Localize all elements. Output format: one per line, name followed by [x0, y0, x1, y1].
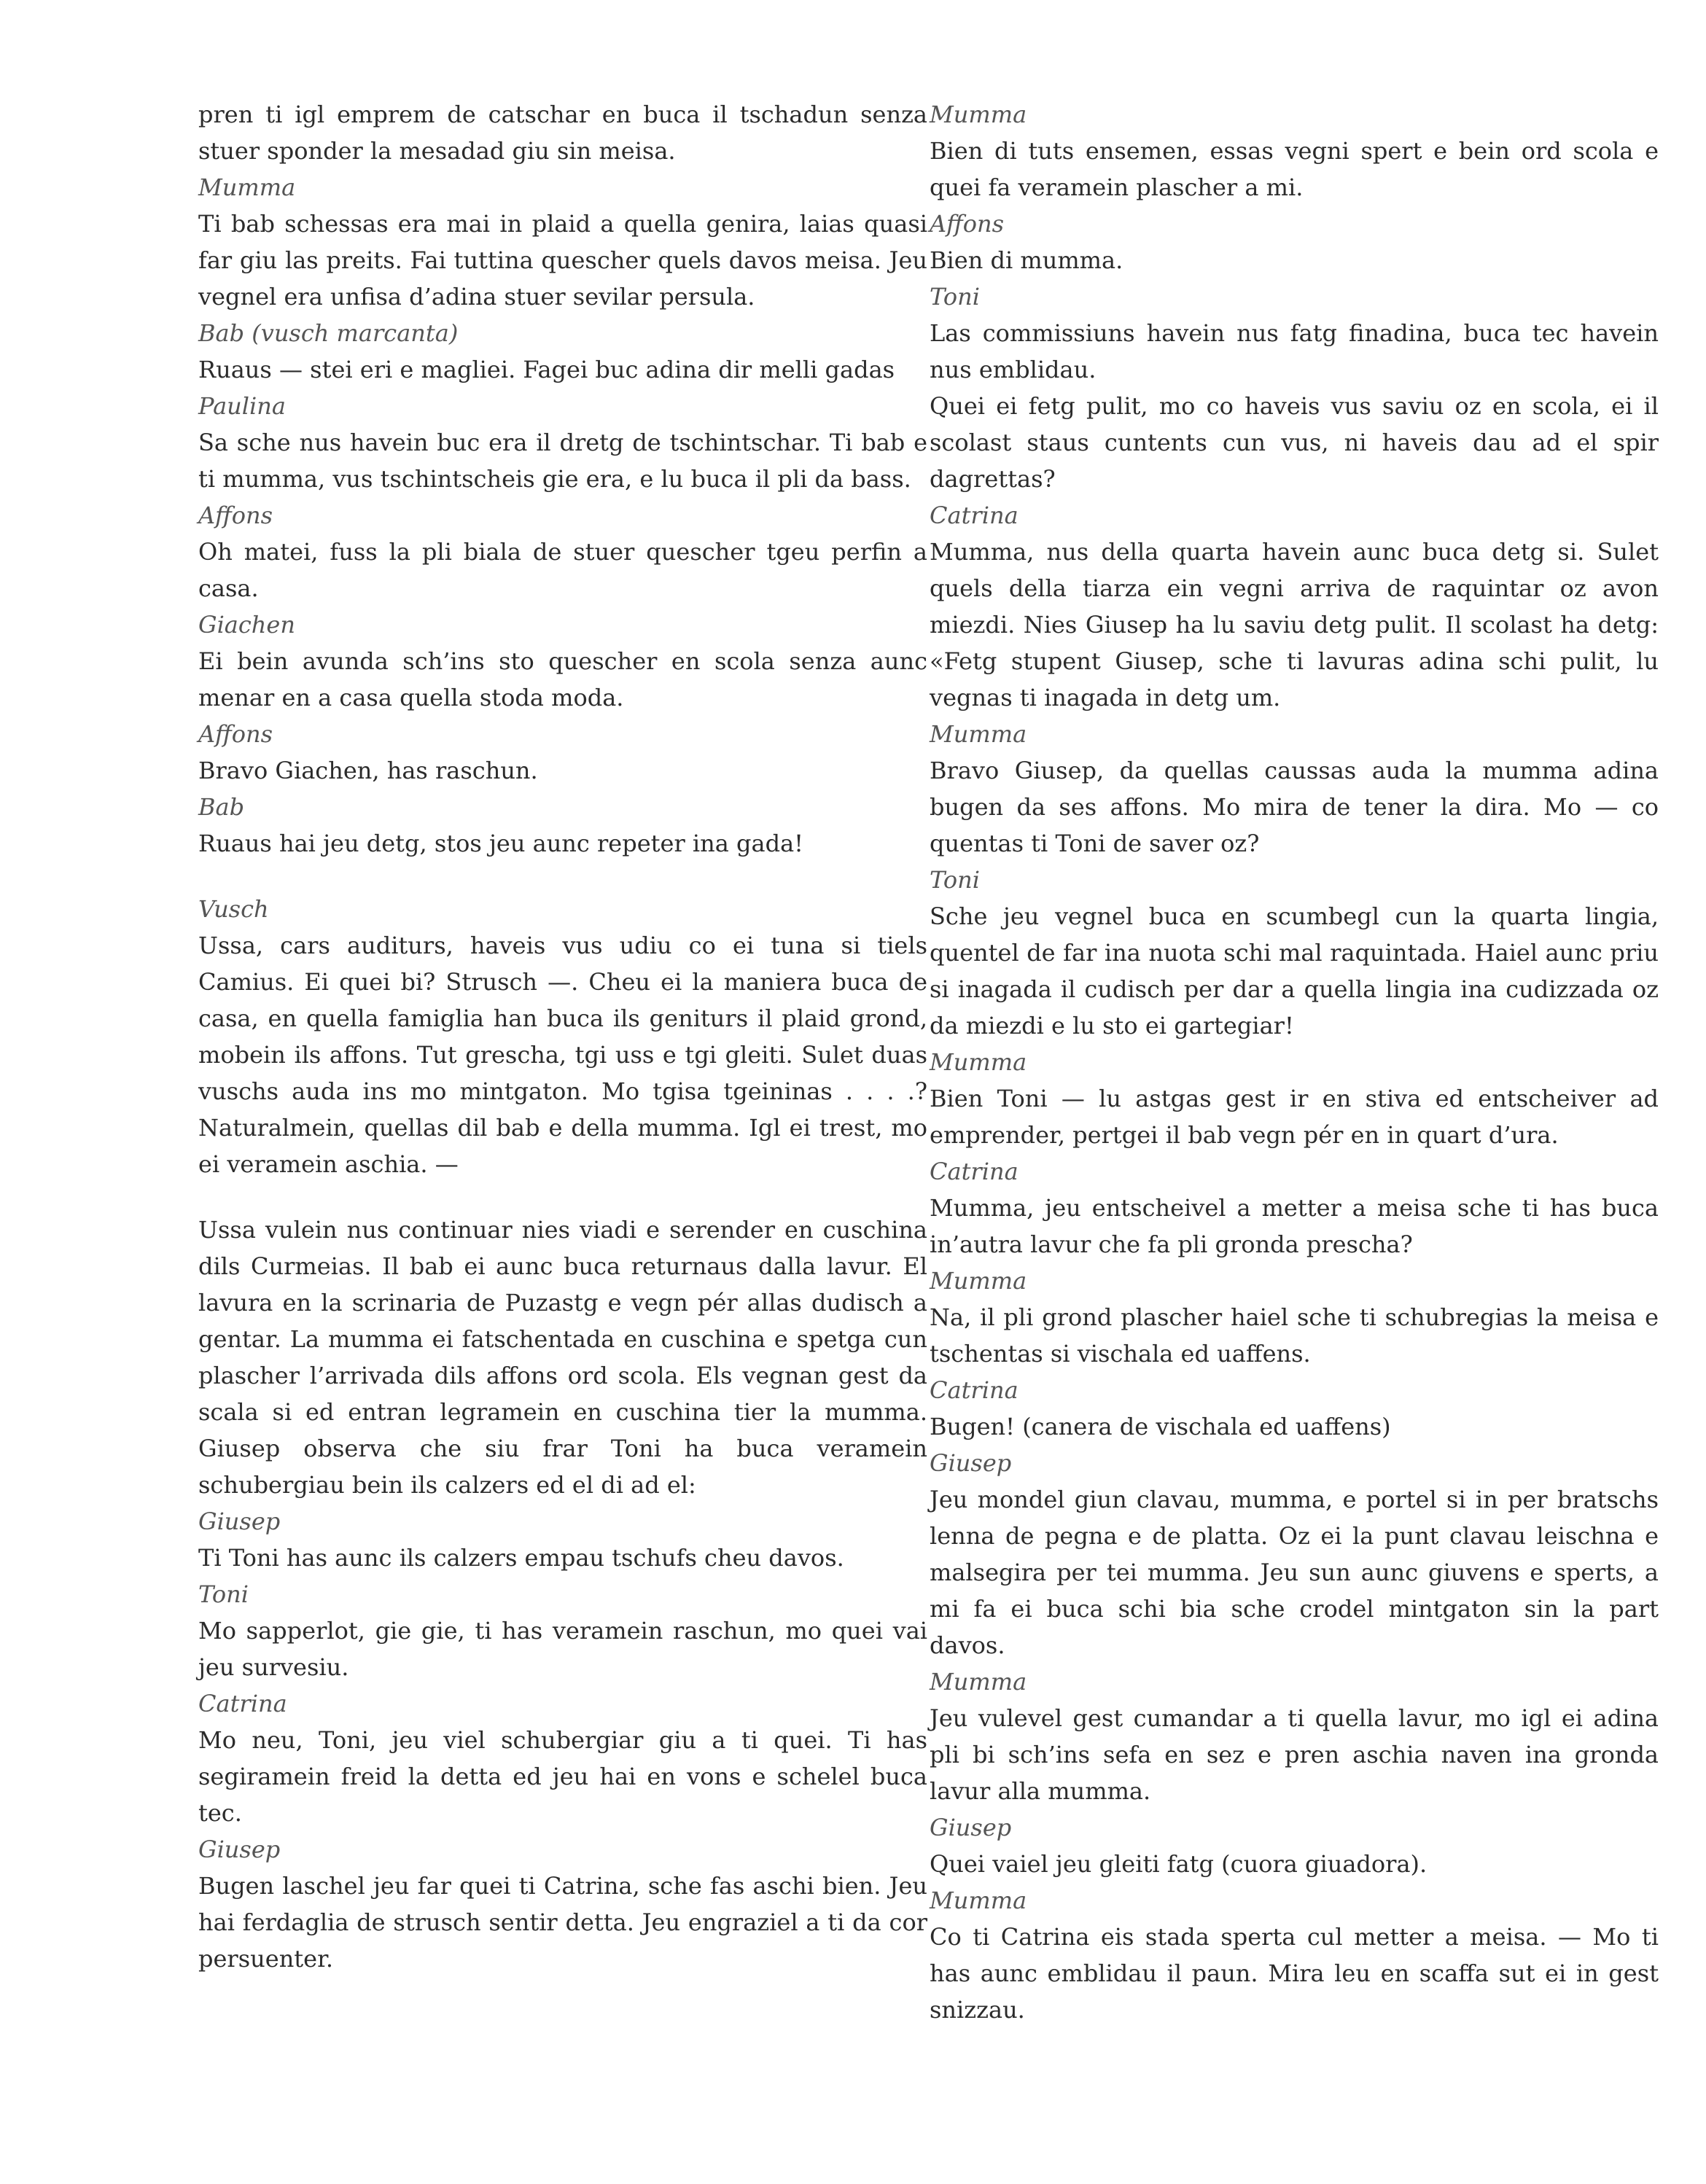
- dialogue-text: Mo neu, Toni, jeu viel schubergiar giu a ti quei. Ti has segiramein freid la detta ed jeu hai en vons e schelel buca tec.: [198, 1726, 927, 1827]
- speaker-name: Mumma: [930, 1668, 1027, 1696]
- speaker-name: Bab (vusch marcanta): [198, 319, 459, 347]
- dialogue-text: Bravo Giusep, da quellas caussas auda la mumma adina bugen da ses affons. Mo mira de tener la dira. Mo — co quentas ti Toni de saver oz?: [930, 757, 1659, 857]
- dialogue-text: Bugen! (canera de vischala ed uaffens): [930, 1413, 1391, 1440]
- dialogue-text: Co ti Catrina eis stada sperta cul metter a meisa. — Mo ti has aunc emblidau il paun. Mira leu en scaffa sut ei in gest snizzau.: [930, 1923, 1659, 2024]
- speaker-name: Giusep: [198, 1508, 281, 1535]
- speaker-name: Mumma: [198, 173, 296, 201]
- speaker-name: Vusch: [198, 895, 269, 923]
- speaker-name: Affons: [198, 502, 273, 529]
- dialogue-text: Quei ei fetg pulit, mo co haveis vus saviu oz en scola, ei il scolast staus cuntents cun vus, ni haveis dau ad el spir dagrettas?: [930, 392, 1659, 493]
- dialogue-text: Bravo Giachen, has raschun.: [198, 757, 538, 784]
- dialogue-text: Bien di tuts ensemen, essas vegni spert e bein ord scola e quei fa veramein plascher a mi.: [930, 137, 1659, 201]
- dialogue-text: Mumma, jeu entscheivel a metter a meisa sche ti has buca in’autra lavur che fa pli gronda prescha?: [930, 1194, 1659, 1258]
- dialogue-text: Jeu mondel giun clavau, mumma, e portel si in per bratschs lenna de pegna e de platta. Oz ei la punt clavau leischna e malsegira per tei mumma. Jeu sun aunc giuvens e sperts, a mi fa ei buca schi bia sche crodel mintgaton sin la part davos.: [930, 1486, 1659, 1659]
- dialogue-text: pren ti igl emprem de catschar en buca il tschadun senza stuer sponder la mesadad giu sin meisa.: [198, 101, 927, 165]
- dialogue-text: Ruaus hai jeu detg, stos jeu aunc repeter ina gada!: [198, 830, 803, 857]
- dialogue-text: Na, il pli grond plascher haiel sche ti schubregias la meisa e tschentas si vischala ed uaffens.: [930, 1303, 1659, 1368]
- speaker-name: Giusep: [930, 1449, 1012, 1477]
- speaker-name: Toni: [198, 1580, 249, 1608]
- paragraph-gap: [198, 1182, 927, 1212]
- speaker-name: Mumma: [930, 1267, 1027, 1295]
- dialogue-text: Ussa vulein nus continuar nies viadi e serender en cuschina dils Curmeias. Il bab ei aunc buca returnaus dalla lavur. El lavura en la scrinaria de Puzastg e vegn pér allas dudisch a gentar. La mumma ei fatschentada en cuschina e spetga cun plascher l’arrivada dils affons ord scola. Els vegnan gest da scala si ed entran legramein en cuschina tier la mumma. Giusep observa che siu frar Toni ha buca veramein schubergiau bein ils calzers ed el di ad el:: [198, 1216, 927, 1499]
- right-column: [930, 96, 1659, 2028]
- dialogue-text: Jeu vulevel gest cumandar a ti quella lavur, mo igl ei adina pli bi sch’ins sefa en sez e pren aschia naven ina gronda lavur alla mumma.: [930, 1704, 1659, 1805]
- dialogue-text: Bugen laschel jeu far quei ti Catrina, sche fas aschi bien. Jeu hai ferdaglia de strusch sentir detta. Jeu engraziel a ti da cor persuenter.: [198, 1872, 927, 1973]
- dialogue-text: Mumma, nus della quarta havein aunc buca detg si. Sulet quels della tiarza ein vegni arriva de raquintar oz avon miezdi. Nies Giusep ha lu saviu detg pulit. Il scolast ha detg: «Fetg stupent Giusep, sche ti lavuras adina schi pulit, lu vegnas ti inagada in detg um.: [930, 538, 1659, 711]
- dialogue-text: Ussa, cars auditurs, haveis vus udiu co ei tuna si tiels Camius. Ei quei bi? Strusch —. Cheu ei la maniera buca de casa, en quella famiglia han buca ils geniturs il plaid grond, mobein ils affons. Tut grescha, tgi uss e tgi gleiti. Sulet duas vuschs auda ins mo mintgaton. Mo tgisa tgeininas . . . .? Naturalmein, quellas dil bab e della mumma. Igl ei trest, mo ei veramein aschia. —: [198, 932, 927, 1178]
- speaker-name: Giachen: [198, 611, 295, 639]
- speaker-name: Mumma: [930, 101, 1027, 128]
- speaker-name: Catrina: [930, 1158, 1018, 1185]
- dialogue-text: Sa sche nus havein buc era il dretg de tschintschar. Ti bab e ti mumma, vus tschintscheis gie era, e lu buca il pli da bass.: [198, 429, 927, 493]
- dialogue-text: Oh matei, fuss la pli biala de stuer quescher tgeu perfin a casa.: [198, 538, 927, 602]
- dialogue-text: Ti bab schessas era mai in plaid a quella genira, laias quasi far giu las preits. Fai tuttina quescher quels davos meisa. Jeu vegnel era unfisa d’adina stuer sevilar persula.: [198, 210, 927, 311]
- speaker-name: Giusep: [930, 1814, 1012, 1841]
- speaker-name: Paulina: [198, 392, 286, 420]
- paragraph-gap: [198, 862, 927, 891]
- left-column: [198, 96, 927, 1977]
- speaker-name: Bab: [198, 793, 245, 821]
- dialogue-text: Mo sapperlot, gie gie, ti has veramein raschun, mo quei vai jeu survesiu.: [198, 1617, 927, 1681]
- dialogue-text: Sche jeu vegnel buca en scumbegl cun la quarta lingia, quentel de far ina nuota schi mal raquintada. Haiel aunc priu si inagada il cudisch per dar a quella lingia ina cudizzada oz da miezdi e lu sto ei gartegiar!: [930, 902, 1659, 1040]
- speaker-name: Catrina: [198, 1690, 287, 1717]
- speaker-name: Affons: [198, 720, 273, 748]
- dialogue-text: Ruaus — stei eri e magliei. Fagei buc adina dir melli gadas: [198, 356, 895, 383]
- dialogue-text: Bien Toni — lu astgas gest ir en stiva ed entscheiver ad emprender, pertgei il bab vegn pér en in quart d’ura.: [930, 1085, 1659, 1149]
- speaker-name: Mumma: [930, 1887, 1027, 1914]
- speaker-name: Giusep: [198, 1836, 281, 1863]
- dialogue-text: Bien di mumma.: [930, 246, 1123, 274]
- speaker-name: Catrina: [930, 502, 1018, 529]
- dialogue-text: Ti Toni has aunc ils calzers empau tschufs cheu davos.: [198, 1544, 844, 1572]
- speaker-name: Toni: [930, 866, 980, 894]
- dialogue-text: Ei bein avunda sch’ins sto quescher en scola senza aunc menar en a casa quella stoda moda.: [198, 647, 927, 711]
- dialogue-text: Quei vaiel jeu gleiti fatg (cuora giuadora).: [930, 1850, 1427, 1878]
- speaker-name: Affons: [930, 210, 1005, 238]
- speaker-name: Catrina: [930, 1376, 1018, 1404]
- dialogue-text: Las commissiuns havein nus fatg finadina, buca tec havein nus emblidau.: [930, 319, 1659, 383]
- speaker-name: Mumma: [930, 1048, 1027, 1076]
- speaker-name: Mumma: [930, 720, 1027, 748]
- speaker-name: Toni: [930, 283, 980, 311]
